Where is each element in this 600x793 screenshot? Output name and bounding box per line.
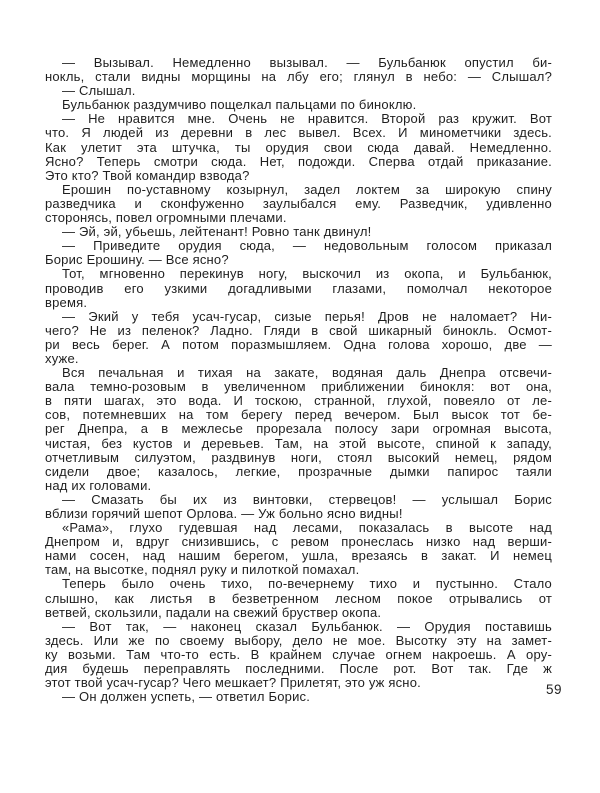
text-line: — Приведите орудия сюда, — недовольным голосом приказал <box>62 238 552 254</box>
text-line: Ерошин по-уставному козырнул, задел локтем за широкую спину <box>62 181 552 197</box>
text-line: хуже. <box>45 350 79 366</box>
text-line: там, на высотке, поднял руку и пилоткой помахал. <box>45 562 360 578</box>
text-line: слышно, как листья в безветренном лесном покое отрывались от <box>45 590 552 606</box>
text-line: Вся печальная и тихая на закате, водяная даль Днепра отсвечи- <box>62 365 552 381</box>
text-line: — Экий у тебя усач-гусар, сизые перья! Дров не наломает? Ни- <box>62 308 552 324</box>
text-line: разведчика и сконфуженно заулыбался ему. Разведчик, удивленно <box>45 195 552 211</box>
text-line: проводив его узкими догадливыми глазами, помолчал некоторое <box>45 280 552 296</box>
text-line: здесь. Или же по своему выбору, дело не мое. Высотку эту на замет- <box>45 632 552 648</box>
text-line: сторонясь, повел огромными плечами. <box>45 210 287 226</box>
text-line: — Он должен успеть, — ответил Борис. <box>62 689 311 705</box>
text-line: нокль, стали видны морщины на лбу его; глянул в небо: — Слышал? <box>45 69 552 85</box>
text-line: — Вызывал. Немедленно вызывал. — Бульбанюк опустил би- <box>62 55 552 70</box>
text-line: этот твой усач-гусар? Чего мешкает? Прилетят, это уж ясно. <box>45 675 421 691</box>
text-line: чего? Не из пеленок? Ладно. Гляди в свой шикарный бинокль. Осмот- <box>45 322 552 338</box>
text-line: чистая, без кустов и деревьев. Там, на этой высоте, спиной к западу, <box>45 435 552 451</box>
text-line: — Смазать бы их из винтовки, стервецов! — услышал Борис <box>62 491 552 507</box>
text-line: — Слышал. <box>62 83 136 99</box>
text-line: рег Днепра, а в межлесье прорезала полосу зари огромная высота, <box>45 421 552 437</box>
text-line: время. <box>45 294 88 310</box>
text-line: Бульбанюк раздумчиво пощелкал пальцами по биноклю. <box>62 97 417 113</box>
text-line: над их головами. <box>45 477 152 493</box>
text-line: нами сосен, над нашим берегом, ушла, врезаясь в закат. И немец <box>45 548 552 564</box>
text-line: Борис Ерошину. — Все ясно? <box>45 252 229 268</box>
text-line: что. Я людей из деревни в лес вывел. Всех. И минометчики здесь. <box>45 125 552 141</box>
text-line: ри весь берег. А потом поразмышляем. Одна голова хорошо, две — <box>45 336 552 352</box>
text-line: ку возьми. Там что-то есть. В крайнем случае огнем накроешь. А ору- <box>45 646 552 662</box>
text-line: Ясно? Теперь смотри сюда. Нет, подожди. Сперва отдай приказание. <box>45 153 552 169</box>
text-line: ветвей, скользили, падали на свежий бруствер окопа. <box>45 604 382 620</box>
page-number: 59 <box>545 682 562 697</box>
text-line: — Не нравится мне. Очень не нравится. Второй раз кружит. Вот <box>62 111 552 127</box>
text-line: сов, потемневших на том берегу перед вечером. Был высок тот бе- <box>45 407 552 423</box>
text-line: вблизи горячий шепот Орлова. — Уж больно ясно видны! <box>45 506 403 521</box>
text-line: вала темно-розовым в увеличенном приближении бинокля: вот она, <box>45 379 552 395</box>
text-line: Днепром и, вдруг снизившись, с ревом пронеслась низко над верши- <box>45 534 552 550</box>
text-lines <box>45 56 552 704</box>
text-line: сидели двое; казалось, легкие, прозрачные дымки папирос таяли <box>45 463 552 479</box>
text-line: в пяти шагах, это вода. И тоскою, странной, глухой, повеяло от ле- <box>45 393 552 409</box>
text-line: дия будешь переправлять последними. После рот. Вот так. Где ж <box>45 661 552 677</box>
text-line: — Вот так, — наконец сказал Бульбанюк. — Орудия поставишь <box>62 618 552 634</box>
text-line: «Рама», глухо гудевшая над лесами, показалась в высоте над <box>62 520 552 536</box>
text-line: отчетливым силуэтом, раздвинув ноги, стоял высокий немец, рядом <box>45 449 552 465</box>
text-line: — Эй, эй, убьешь, лейтенант! Ровно танк двинул! <box>62 224 372 240</box>
text-line: Это кто? Твой командир взвода? <box>45 167 250 183</box>
text-line: Как улетит эта штучка, ты орудия свои сюда давай. Немедленно. <box>45 139 552 155</box>
text-line: Теперь было очень тихо, по-вечернему тихо и пустынно. Стало <box>62 576 552 592</box>
text-line: Тот, мгновенно перекинув ногу, выскочил из окопа, и Бульбанюк, <box>62 266 552 282</box>
